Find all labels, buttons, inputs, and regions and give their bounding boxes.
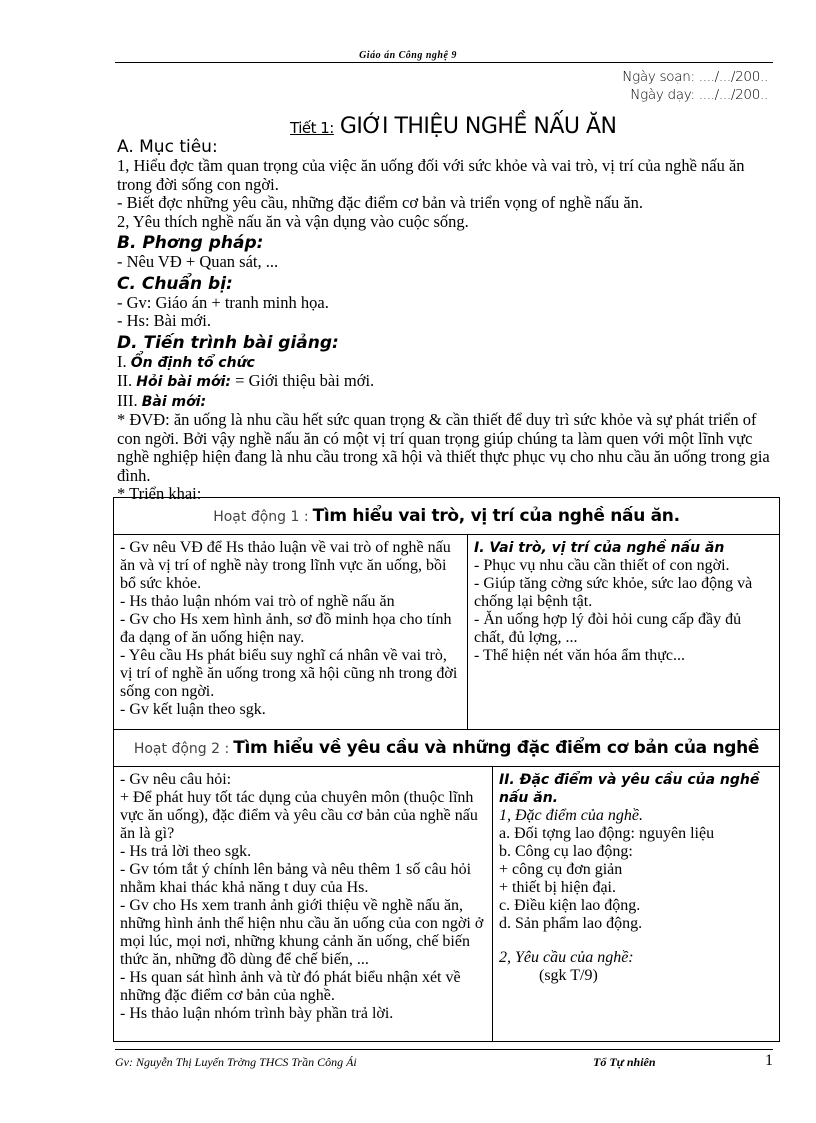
d2-title: Hỏi bài mới: xyxy=(136,374,232,390)
activity-1-content-item: - Giúp tăng cờng sức khỏe, sức lao động và chống lại bệnh tật. xyxy=(474,575,753,610)
d3-prefix: III. xyxy=(117,390,138,410)
section-d1 xyxy=(117,353,777,373)
activity-2-step: - Hs trả lời theo sgk. xyxy=(120,843,252,860)
section-a-line: 2, Yêu thích nghề nấu ăn và vận dụng vào cuộc sống. xyxy=(117,211,469,231)
page-number: 1 xyxy=(765,1052,773,1069)
d2-prefix: II. xyxy=(117,371,133,390)
d1-title: Ổn định tổ chức xyxy=(130,354,255,371)
activity-2-subheading: 1, Đặc điểm của nghề. xyxy=(499,807,643,824)
d3-title: Bài mới: xyxy=(141,393,207,410)
section-d3 xyxy=(117,392,777,412)
activity-2-item: + thiết bị hiện đại. xyxy=(499,879,616,896)
document-header: Giáo án Công nghệ 9 xyxy=(359,50,457,61)
lesson-title xyxy=(290,114,616,139)
activity-2-item: + công cụ đơn giản xyxy=(499,861,623,878)
activity-1-content-item: - Ăn uống hợp lý đòi hỏi cung cấp đầy đủ chất, đủ lợng, ... xyxy=(474,611,742,646)
d2-text: = Giới thiệu bài mới. xyxy=(235,371,375,390)
activity-2-reference: (sgk T/9) xyxy=(539,967,598,984)
activity-2-step: - Hs thảo luận nhóm trình bày phần trả lời. xyxy=(120,1005,394,1022)
section-d3-line: * ĐVĐ: ăn uống là nhu cầu hết sức quan trọng & cần thiết để duy trì sức khỏe và sự phát triển of con ngời. Bởi vậy nghề nấu ăn có một vị trí quan trọng giúp chúng ta làm quen với một lĩnh vực nghề nghiệp hiện đang là nhu cầu trong xã hội và thiết thực phục vụ cho nhu cầu ăn uống trong gia đình. xyxy=(117,410,770,485)
section-c-line: - Gv: Giáo án + tranh minh họa. xyxy=(117,292,329,312)
activity-1-table xyxy=(113,497,780,730)
lesson-content xyxy=(117,137,777,504)
section-d3-line: * Triển khai: xyxy=(117,484,202,503)
activity-2-teacher-column xyxy=(114,767,492,1042)
section-a-line: - Biết đợc những yêu cầu, những đặc điểm cơ bản và triển vọng of nghề nấu ăn. xyxy=(117,193,644,212)
activity-2-step: - Gv tóm tắt ý chính lên bảng và nêu thêm 1 số câu hỏi nhằm khai thác khả năng t duy của Hs. xyxy=(120,861,472,896)
lesson-number: Tiết 1: xyxy=(290,119,334,137)
section-a-title: A. Mục tiêu: xyxy=(117,137,218,157)
section-c-title: C. Chuẩn bị: xyxy=(117,273,233,294)
activity-2-item: a. Đối tợng lao động: nguyên liệu xyxy=(499,825,715,842)
activity-1-content-title: I. Vai trò, vị trí của nghề nấu ăn xyxy=(474,540,725,556)
activity-1-content-column xyxy=(467,535,778,730)
activity-1-content-item: - Phục vụ nhu cầu cần thiết of con ngời. xyxy=(474,557,730,574)
activity-2-step: + Để phát huy tốt tác dụng của chuyên môn (thuộc lĩnh vực ăn uống), đặc điểm và yêu cầu cơ bản của nghề nấu ăn là gì? xyxy=(120,789,478,842)
activity-2-title: Tìm hiểu về yêu cầu và những đặc điểm cơ bản của nghề xyxy=(233,738,760,758)
activity-2-content-column xyxy=(492,767,778,1042)
activity-2-step: - Gv nêu câu hỏi: xyxy=(120,771,232,788)
date-block xyxy=(622,68,768,104)
activity-1-step: - Gv kết luận theo sgk. xyxy=(120,701,266,718)
footer-group: Tổ Tự nhiên xyxy=(593,1055,656,1069)
activity-2-step: - Gv cho Hs xem tranh ảnh giới thiệu về nghề nấu ăn, những hình ảnh thể hiện nhu cầu ăn uống của con ngời ở mọi lúc, mọi nơi, những khung cảnh ăn uống, chế biến thức ăn, những đồ dùng để chế biến, ... xyxy=(120,897,484,968)
activity-2-item: b. Công cụ lao động: xyxy=(499,843,633,860)
activity-1-label: Hoạt động 1 : xyxy=(213,509,309,525)
activity-1-title: Tìm hiểu vai trò, vị trí của nghề nấu ăn. xyxy=(312,506,680,526)
activity-1-step: - Hs thảo luận nhóm vai trò of nghề nấu ăn xyxy=(120,593,395,610)
footer-teacher: Gv: Nguyễn Thị Luyến Trờng THCS Trần Công Ái xyxy=(115,1055,357,1069)
activity-2-table xyxy=(113,729,780,1042)
d1-prefix: I. xyxy=(117,351,127,371)
lesson-name: GIỚI THIỆU NGHỀ NẤU ĂN xyxy=(339,114,617,139)
section-d-title: D. Tiến trình bài giảng: xyxy=(117,332,339,353)
section-d2 xyxy=(117,372,777,392)
activity-1-header xyxy=(114,498,779,535)
activity-1-content-item: - Thể hiện nét văn hóa ẩm thực... xyxy=(474,647,685,664)
activity-2-label: Hoạt động 2 : xyxy=(133,741,230,757)
activity-2-item: d. Sản phẩm lao động. xyxy=(499,915,643,932)
activity-2-header xyxy=(114,730,779,767)
section-b-title: B. Phơng pháp: xyxy=(117,233,264,253)
prepared-date: Ngày soạn: ..../.../200.. xyxy=(622,69,768,85)
activity-2-subheading: 2, Yêu cầu của nghề: xyxy=(499,949,634,966)
section-b-line: - Nêu VĐ + Quan sát, ... xyxy=(117,252,279,271)
taught-date: Ngày dạy: ..../.../200.. xyxy=(630,87,768,103)
section-c-line: - Hs: Bài mới. xyxy=(117,311,211,330)
activity-2-item: c. Điều kiện lao động. xyxy=(499,897,641,914)
section-a-line: 1, Hiểu đợc tầm quan trọng của việc ăn uống đối với sức khỏe và vai trò, vị trí của nghề nấu ăn trong đời sống con ngời. xyxy=(117,156,745,194)
footer-rule xyxy=(115,1049,773,1050)
activity-1-step: - Gv cho Hs xem hình ảnh, sơ đồ minh họa cho tính đa dạng of ăn uống hiện nay. xyxy=(120,611,452,646)
activity-2-content-title: II. Đặc điểm và yêu cầu của nghề nấu ăn. xyxy=(499,772,760,806)
activity-1-teacher-column xyxy=(114,535,467,730)
activity-1-step: - Yêu cầu Hs phát biểu suy nghĩ cá nhân về vai trò, vị trí of nghề ăn uống trong xã hội cũng nh trong đời sống con ngời. xyxy=(120,647,458,700)
activity-1-step: - Gv nêu VĐ để Hs thảo luận về vai trò of nghề nấu ăn và vị trí of nghề này trong lĩnh vực ăn uống, bồi bổ sức khỏe. xyxy=(120,539,451,592)
header-rule xyxy=(115,62,773,63)
activity-2-step: - Hs quan sát hình ảnh và từ đó phát biểu nhận xét về những đặc điểm cơ bản của nghề. xyxy=(120,969,461,1004)
